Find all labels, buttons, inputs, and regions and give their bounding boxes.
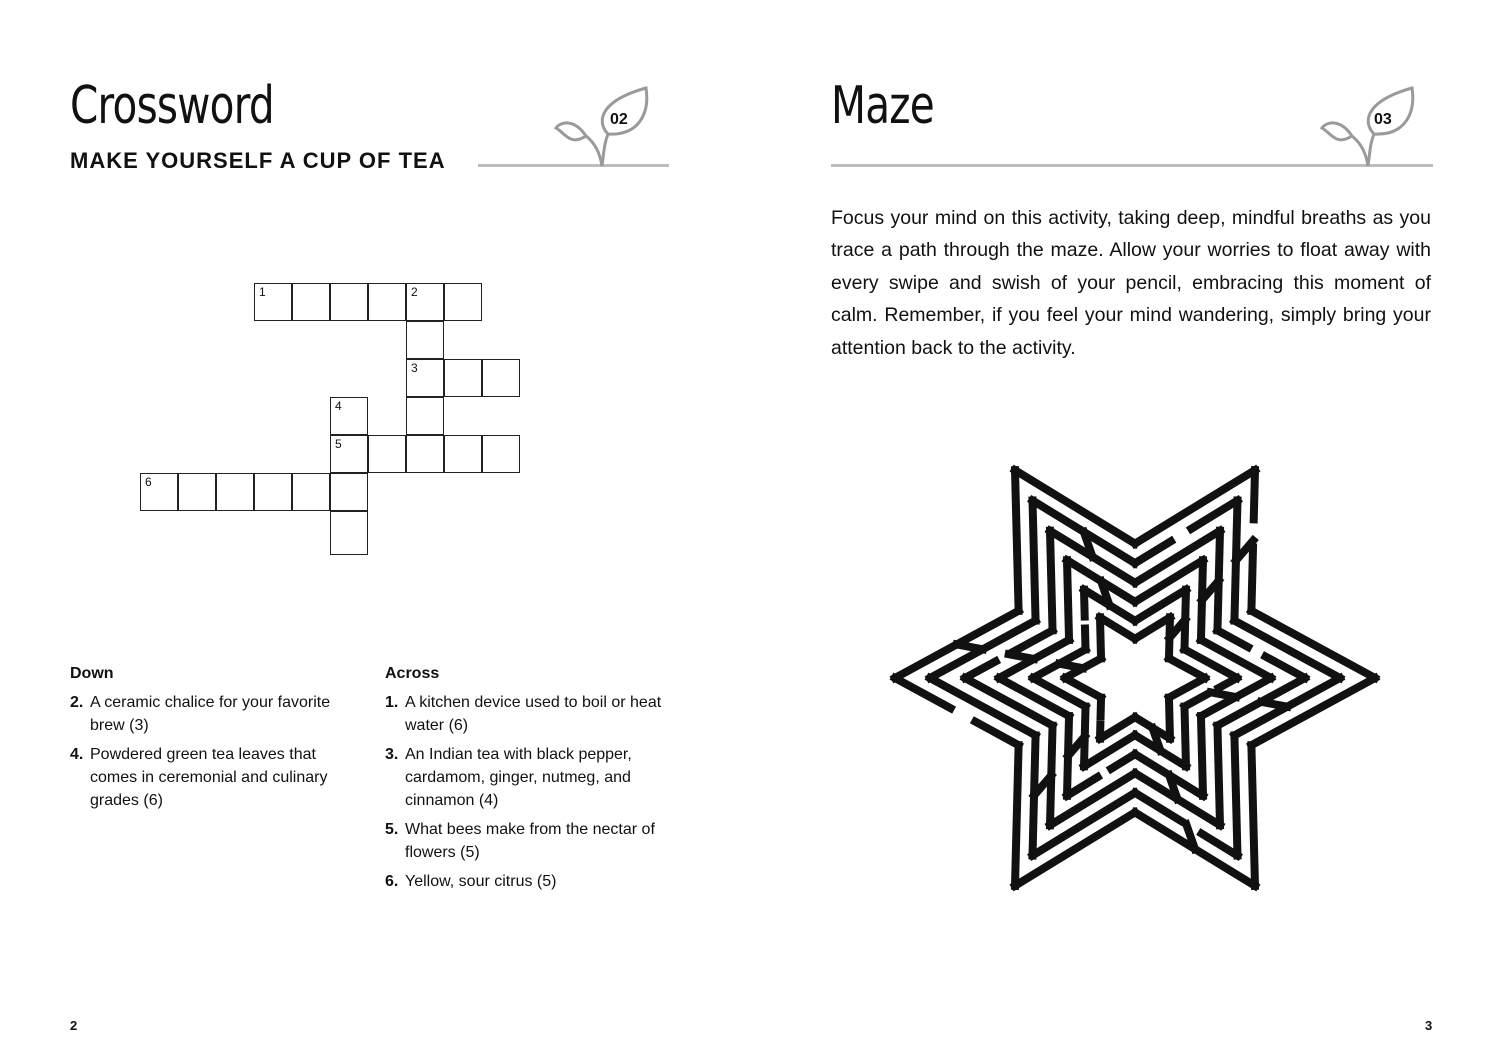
- maze-wall: [999, 678, 1069, 716]
- crossword-cell[interactable]: [368, 283, 406, 321]
- clue-text: Powdered green tea leaves that comes in ceremonial and culinary grades (6): [90, 746, 328, 809]
- section-badge: [1318, 84, 1418, 169]
- clue-text: An Indian tea with black pepper, cardamom, ginger, nutmeg, and cinnamon (4): [405, 746, 632, 809]
- crossword-cell[interactable]: [254, 283, 292, 321]
- maze-wall: [1067, 560, 1069, 640]
- crossword-cell[interactable]: [406, 359, 444, 397]
- crossword-cell[interactable]: [482, 359, 520, 397]
- cell-number: 2: [411, 285, 418, 299]
- clue-number: 2.: [70, 694, 84, 711]
- page-title: Maze: [831, 76, 934, 136]
- crossword-cell[interactable]: [216, 473, 254, 511]
- maze-wall: [1050, 531, 1053, 631]
- maze-wall: [1015, 470, 1019, 611]
- crossword-cell[interactable]: [406, 283, 444, 321]
- crossword-cell[interactable]: [330, 283, 368, 321]
- crossword-cell[interactable]: [140, 473, 178, 511]
- maze-wall: [1015, 745, 1019, 886]
- maze-wall: [1111, 754, 1135, 769]
- crossword-cell[interactable]: [330, 435, 368, 473]
- crossword-cell[interactable]: [444, 435, 482, 473]
- maze-wall: [1234, 735, 1237, 855]
- crossword-cell[interactable]: [444, 283, 482, 321]
- crossword-cell[interactable]: [368, 435, 406, 473]
- clue-item: [70, 691, 360, 737]
- maze-wall: [1033, 500, 1036, 620]
- page-number: 2: [70, 1018, 78, 1033]
- page-number: 3: [1425, 1018, 1433, 1033]
- maze-wall: [1254, 470, 1255, 519]
- down-heading: Down: [70, 665, 114, 682]
- page-title: Crossword: [70, 76, 274, 136]
- clue-text: What bees make from the nectar of flowers (5): [405, 821, 655, 861]
- crossword-cell[interactable]: [292, 283, 330, 321]
- crossword-cell[interactable]: [330, 511, 368, 555]
- cell-number: 1: [259, 285, 266, 299]
- crossword-cell[interactable]: [254, 473, 292, 511]
- section-badge: [552, 84, 652, 169]
- clue-text: Yellow, sour citrus (5): [405, 873, 557, 890]
- leaf-sprout-icon: [1318, 84, 1418, 169]
- page-subtitle: MAKE YOURSELF A CUP OF TEA: [70, 148, 446, 173]
- crossword-grid: [140, 283, 524, 558]
- crossword-cell[interactable]: [330, 473, 368, 511]
- maze-wall: [1009, 654, 1034, 659]
- clue-item: [70, 743, 360, 812]
- maze-wall: [1201, 640, 1271, 678]
- maze-wall: [1211, 692, 1236, 697]
- cell-number: 3: [411, 361, 418, 375]
- maze-wall: [1184, 707, 1186, 767]
- badge-number: 02: [610, 111, 628, 128]
- down-clues: [70, 662, 360, 818]
- cell-number: 6: [145, 475, 152, 489]
- maze-wall: [1059, 664, 1083, 668]
- clue-text: A ceramic chalice for your favorite brew (3): [90, 694, 331, 734]
- crossword-cell[interactable]: [292, 473, 330, 511]
- leaf-sprout-icon: [552, 84, 652, 169]
- clue-number: 5.: [385, 821, 399, 838]
- maze-wall: [1251, 548, 1253, 611]
- cell-number: 4: [335, 399, 342, 413]
- crossword-cell[interactable]: [406, 397, 444, 435]
- maze-wall: [1219, 678, 1237, 688]
- clue-item: [385, 870, 670, 893]
- maze-wall: [1067, 777, 1098, 796]
- clue-item: [385, 743, 670, 812]
- maze-wall: [957, 644, 983, 649]
- across-heading: Across: [385, 665, 440, 682]
- right-page: [750, 0, 1500, 1064]
- clue-number: 4.: [70, 746, 84, 763]
- clue-item: [385, 691, 670, 737]
- cell-number: 5: [335, 437, 342, 451]
- instructions-text: Focus your mind on this activity, taking deep, mindful breaths as you trace a path through the maze. Allow your worries to float away with every swipe and swish of your pencil, embracing this moment of calm. Remember, if you feel your mind wandering, simply bring your attention back to the activity.: [831, 207, 1431, 359]
- maze-wall: [1085, 629, 1086, 650]
- maze-wall: [1251, 745, 1255, 886]
- crossword-cell[interactable]: [406, 435, 444, 473]
- maze-wall: [1201, 716, 1203, 796]
- maze-wall: [1217, 630, 1248, 647]
- star-maze[interactable]: [885, 458, 1385, 898]
- maze-wall: [1100, 617, 1101, 658]
- across-clues: [385, 662, 670, 899]
- crossword-cell[interactable]: [178, 473, 216, 511]
- crossword-cell[interactable]: [406, 321, 444, 359]
- badge-number: 03: [1374, 111, 1392, 128]
- clue-number: 6.: [385, 873, 399, 890]
- crossword-cell[interactable]: [444, 359, 482, 397]
- clue-text: A kitchen device used to boil or heat water (6): [405, 694, 662, 734]
- crossword-cell[interactable]: [482, 435, 520, 473]
- maze-wall: [1217, 726, 1220, 826]
- clue-number: 3.: [385, 746, 399, 763]
- clue-item: [385, 818, 670, 864]
- crossword-cell[interactable]: [330, 397, 368, 435]
- maze-wall: [1261, 702, 1287, 707]
- clue-number: 1.: [385, 694, 399, 711]
- maze-wall: [1169, 698, 1170, 739]
- maze-wall: [965, 661, 996, 678]
